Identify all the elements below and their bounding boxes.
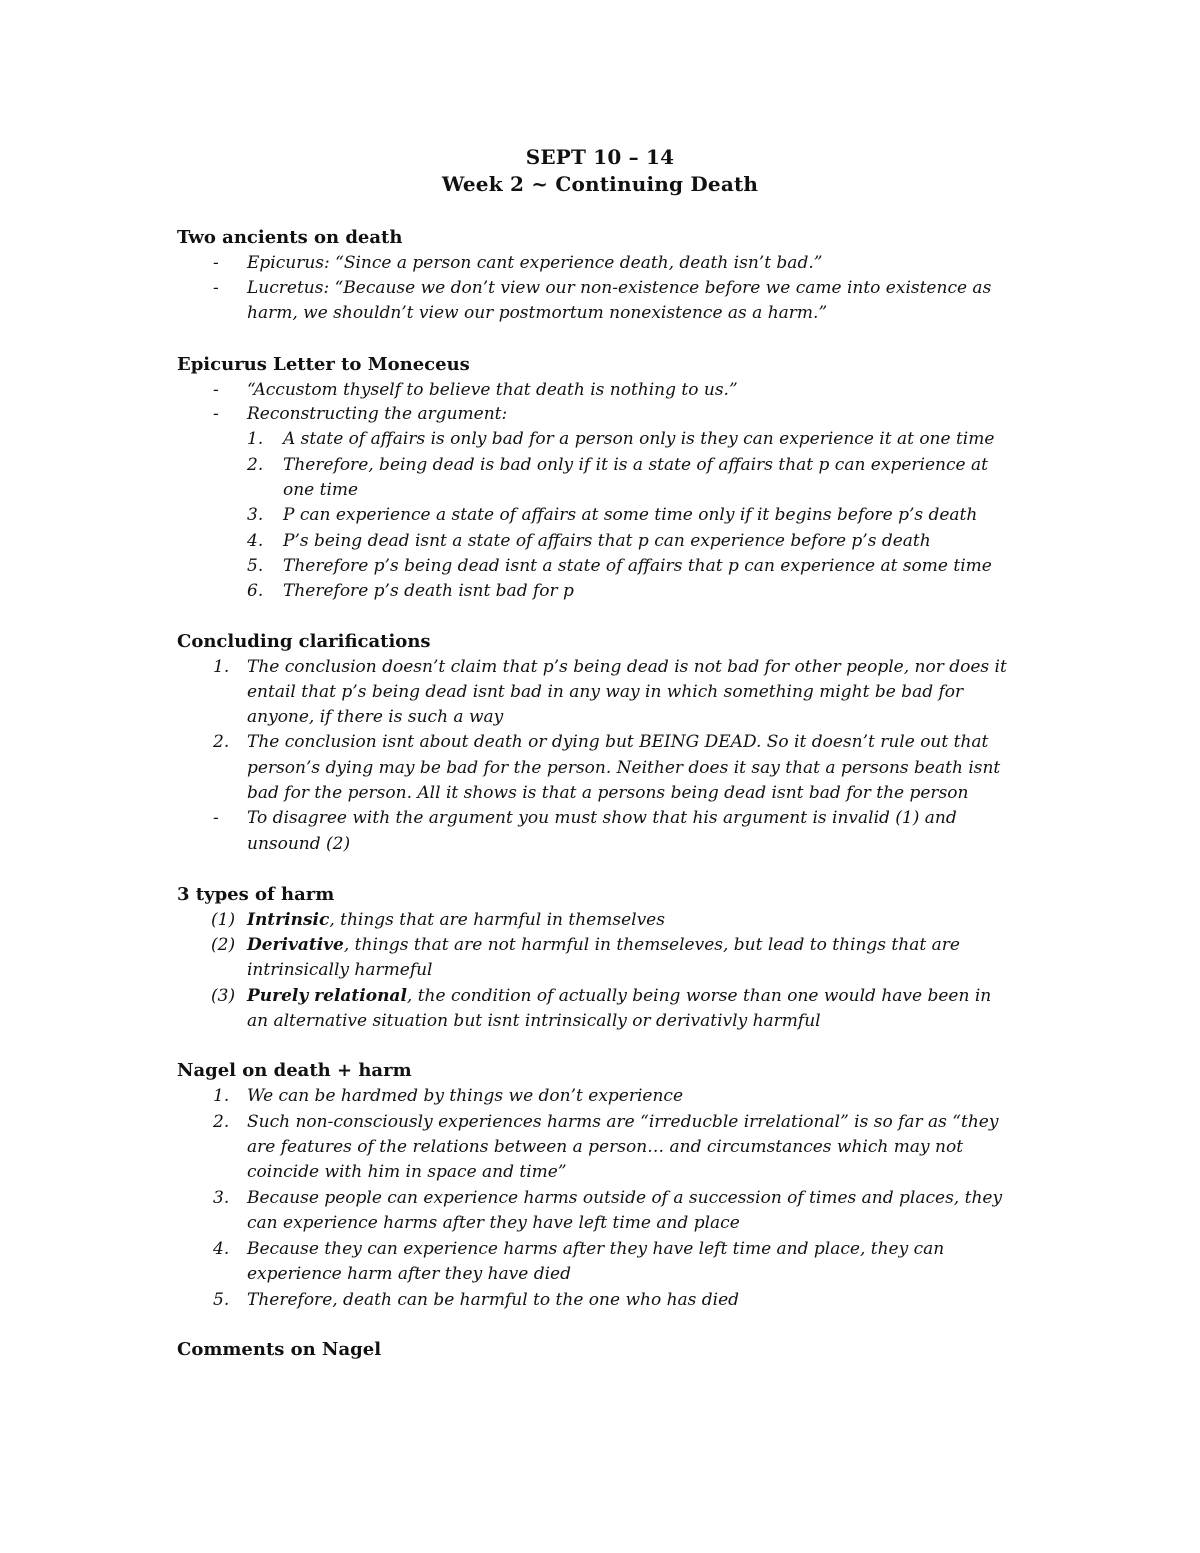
section-heading-nagel: Nagel on death + harm [177, 1060, 412, 1081]
section-heading-clarifications: Concluding clarifications [177, 631, 431, 652]
list-marker: 2. [213, 732, 230, 752]
harm-definition: , things that are not harmful in themseleves, but lead to things that are [343, 935, 960, 955]
list-marker: - [213, 380, 219, 400]
list-marker: (1) [211, 910, 236, 930]
step-text: Therefore p’s being dead isnt a state of affairs that p can experience at some time [283, 556, 992, 576]
list-marker: 3. [213, 1188, 230, 1208]
list-item-text: The conclusion isnt about death or dying but BEING DEAD. So it doesn’t rule out that [247, 732, 989, 752]
list-item-text: Such non-consciously experiences harms are “irreducble irrelational” is so far as “they [247, 1112, 999, 1132]
list-item-continuation: entail that p’s being dead isnt bad in any way in which something might be bad for [247, 682, 964, 702]
list-item-text: Because they can experience harms after they have left time and place, they can [247, 1239, 945, 1259]
list-item-continuation: an alternative situation but isnt intrinsically or derivativly harmful [247, 1011, 821, 1031]
list-marker: (3) [211, 986, 236, 1006]
list-item-text: Reconstructing the argument: [247, 404, 508, 424]
date-range-title: SEPT 10 – 14 [525, 145, 675, 169]
step-text: Therefore p’s death isnt bad for p [283, 581, 574, 601]
harm-definition: , the condition of actually being worse than one would have been in [406, 986, 992, 1006]
step-number: 2. [247, 455, 264, 475]
list-marker: - [213, 404, 219, 424]
list-item-continuation: person’s dying may be bad for the person. Neither does it say that a persons beath isnt [247, 758, 1001, 778]
list-marker: - [213, 808, 219, 828]
section-heading-harm: 3 types of harm [177, 884, 335, 905]
list-marker: 2. [213, 1112, 230, 1132]
list-marker: 1. [213, 1086, 230, 1106]
list-item-continuation: can experience harms after they have left time and place [247, 1213, 740, 1233]
harm-term: Derivative [247, 935, 344, 955]
harm-term: Purely relational [247, 986, 407, 1006]
step-text: A state of affairs is only bad for a person only is they can experience it at one time [283, 429, 995, 449]
list-item-continuation: unsound (2) [247, 834, 351, 854]
list-item-continuation: harm, we shouldn’t view our postmortum nonexistence as a harm.” [247, 303, 828, 323]
harm-term: Intrinsic [247, 910, 330, 930]
list-marker: - [213, 278, 219, 298]
list-item-continuation: intrinsically harmeful [247, 960, 433, 980]
step-number: 5. [247, 556, 264, 576]
list-item-continuation: coincide with him in space and time” [247, 1162, 567, 1182]
list-item-text: Lucretus: “Because we don’t view our non-existence before we came into existence as [247, 278, 992, 298]
list-item-continuation: are features of the relations between a person… and circumstances which may not [247, 1137, 964, 1157]
list-item-text: Therefore, death can be harmful to the one who has died [247, 1290, 740, 1310]
section-heading-ancients: Two ancients on death [177, 227, 403, 248]
harm-type-text [247, 935, 960, 955]
list-marker: - [213, 253, 219, 273]
list-item-text: The conclusion doesn’t claim that p’s being dead is not bad for other people, nor does it [247, 657, 1007, 677]
list-item-text: Epicurus: “Since a person cant experience death, death isn’t bad.” [247, 253, 823, 273]
harm-type-text [247, 910, 665, 930]
harm-definition: , things that are harmful in themselves [329, 910, 665, 930]
list-item-text: Because people can experience harms outside of a succession of times and places, they [247, 1188, 1003, 1208]
harm-type-text [247, 986, 991, 1006]
step-text: P’s being dead isnt a state of affairs that p can experience before p’s death [283, 531, 931, 551]
section-heading-comments: Comments on Nagel [177, 1339, 382, 1360]
step-continuation: one time [283, 480, 359, 500]
list-item-continuation: experience harm after they have died [247, 1264, 571, 1284]
week-title: Week 2 ~ Continuing Death [441, 172, 759, 196]
list-item-text: To disagree with the argument you must show that his argument is invalid (1) and [247, 808, 957, 828]
list-marker: 5. [213, 1290, 230, 1310]
step-number: 1. [247, 429, 264, 449]
list-item-text: We can be hardmed by things we don’t experience [247, 1086, 683, 1106]
step-number: 6. [247, 581, 264, 601]
list-item-continuation: bad for the person. All it shows is that a persons being dead isnt bad for the person [247, 783, 969, 803]
step-text: P can experience a state of affairs at some time only if it begins before p’s death [283, 505, 978, 525]
step-text: Therefore, being dead is bad only if it is a state of affairs that p can experience at [283, 455, 988, 475]
list-item-text: “Accustom thyself to believe that death is nothing to us.” [247, 380, 738, 400]
section-heading-epicurus: Epicurus Letter to Moneceus [177, 354, 470, 375]
list-marker: 1. [213, 657, 230, 677]
list-marker: 4. [213, 1239, 230, 1259]
step-number: 4. [247, 531, 264, 551]
list-marker: (2) [211, 935, 236, 955]
step-number: 3. [247, 505, 264, 525]
list-item-continuation: anyone, if there is such a way [247, 707, 504, 727]
